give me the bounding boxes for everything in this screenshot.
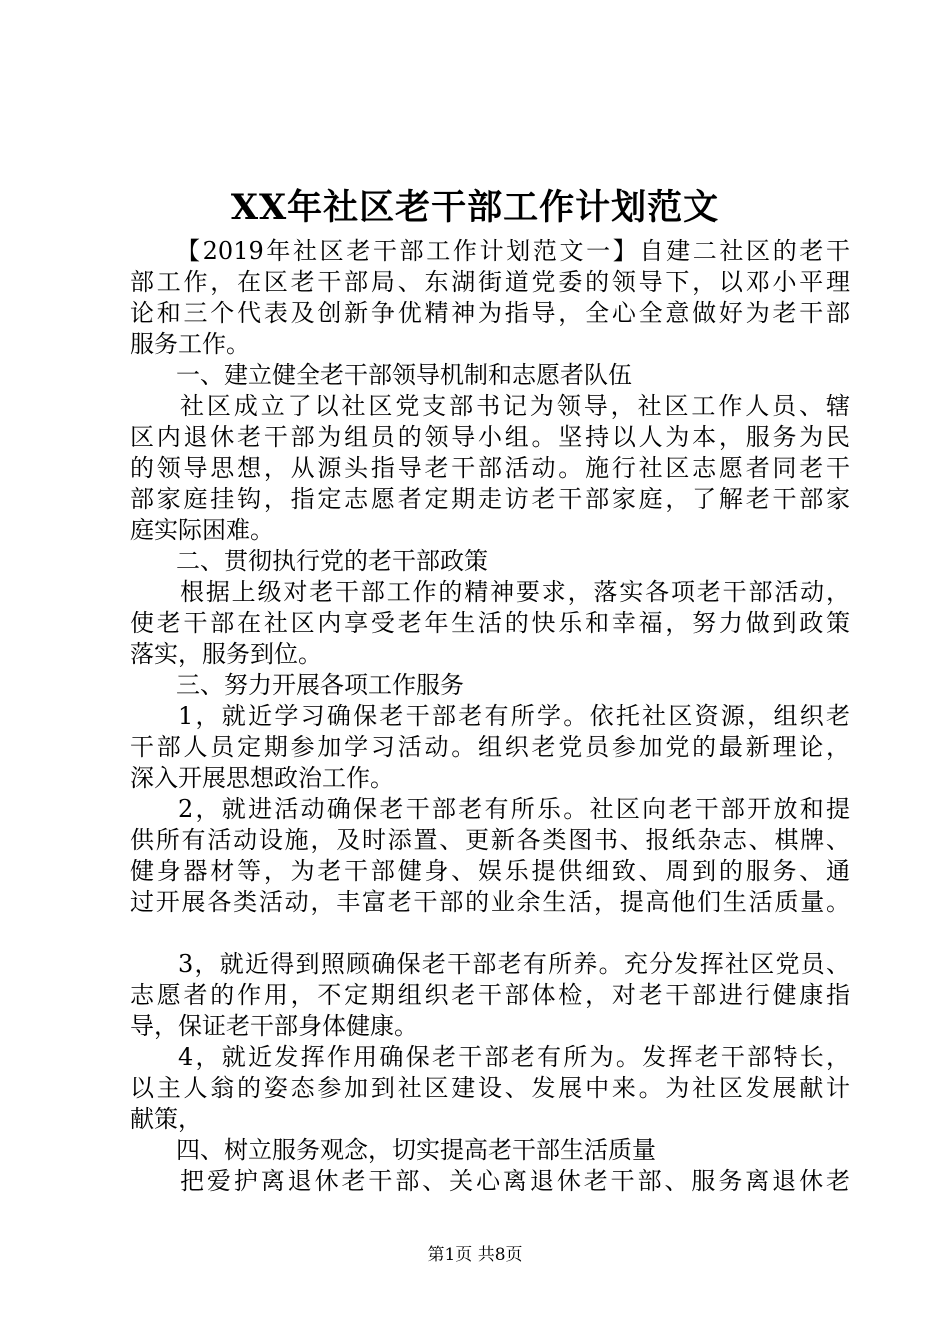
- document-body: [130, 236, 850, 1197]
- paragraph-line: 1，就近学习确保老干部老有所学。依托社区资源，组织老: [178, 702, 850, 730]
- paragraph-line: 献策，: [130, 1105, 202, 1133]
- paragraph-line: 干部人员定期参加学习活动。组织老党员参加党的最新理论，: [130, 733, 850, 761]
- paragraph-line: 服务工作。: [130, 330, 250, 358]
- paragraph-line: 根据上级对老干部工作的精神要求，落实各项老干部活动，: [180, 578, 850, 606]
- section-heading: 一、建立健全老干部领导机制和志愿者队伍: [176, 361, 632, 389]
- section-heading: 四、树立服务观念，切实提高老干部生活质量: [176, 1136, 656, 1164]
- paragraph-line: 论和三个代表及创新争优精神为指导，全心全意做好为老干部: [130, 299, 850, 327]
- paragraph-line: 过开展各类活动，丰富老干部的业余生活，提高他们生活质量。: [130, 888, 850, 916]
- paragraph-line: 导，保证老干部身体健康。: [130, 1012, 418, 1040]
- paragraph-line: 社区成立了以社区党支部书记为领导，社区工作人员、辖: [180, 392, 850, 420]
- section-heading: 三、努力开展各项工作服务: [176, 671, 464, 699]
- paragraph-line: 的领导思想，从源头指导老干部活动。施行社区志愿者同老干: [130, 454, 850, 482]
- paragraph-line: 部工作，在区老干部局、东湖街道党委的领导下，以邓小平理: [130, 268, 850, 296]
- paragraph-line: 深入开展思想政治工作。: [130, 764, 394, 792]
- section-heading: 二、贯彻执行党的老干部政策: [176, 547, 488, 575]
- paragraph-line: 2，就进活动确保老干部老有所乐。社区向老干部开放和提: [178, 795, 850, 823]
- paragraph-line: 落实，服务到位。: [130, 640, 322, 668]
- paragraph-line: 3，就近得到照顾确保老干部老有所养。充分发挥社区党员、: [178, 950, 850, 978]
- document-title: XX年社区老干部工作计划范文: [230, 187, 720, 228]
- paragraph-line: 健身器材等，为老干部健身、娱乐提供细致、周到的服务、通: [130, 857, 850, 885]
- paragraph-line: 4，就近发挥作用确保老干部老有所为。发挥老干部特长，: [178, 1043, 850, 1071]
- paragraph-line: 以主人翁的姿态参加到社区建设、发展中来。为社区发展献计: [130, 1074, 850, 1102]
- page-footer: 第1页 共8页: [427, 1245, 523, 1265]
- paragraph-line: 志愿者的作用，不定期组织老干部体检，对老干部进行健康指: [130, 981, 850, 1009]
- paragraph-line: 部家庭挂钩，指定志愿者定期走访老干部家庭，了解老干部家: [130, 485, 850, 513]
- paragraph-line: 把爱护离退休老干部、关心离退休老干部、服务离退休老: [180, 1167, 850, 1195]
- paragraph-line: 区内退休老干部为组员的领导小组。坚持以人为本，服务为民: [130, 423, 850, 451]
- paragraph-line: 庭实际困难。: [130, 516, 274, 544]
- paragraph-line: 供所有活动设施，及时添置、更新各类图书、报纸杂志、棋牌、: [130, 826, 850, 854]
- paragraph-line: 【2019年社区老干部工作计划范文一】自建二社区的老干: [176, 237, 850, 265]
- blank-line: [130, 918, 850, 949]
- paragraph-line: 使老干部在社区内享受老年生活的快乐和幸福，努力做到政策: [130, 609, 850, 637]
